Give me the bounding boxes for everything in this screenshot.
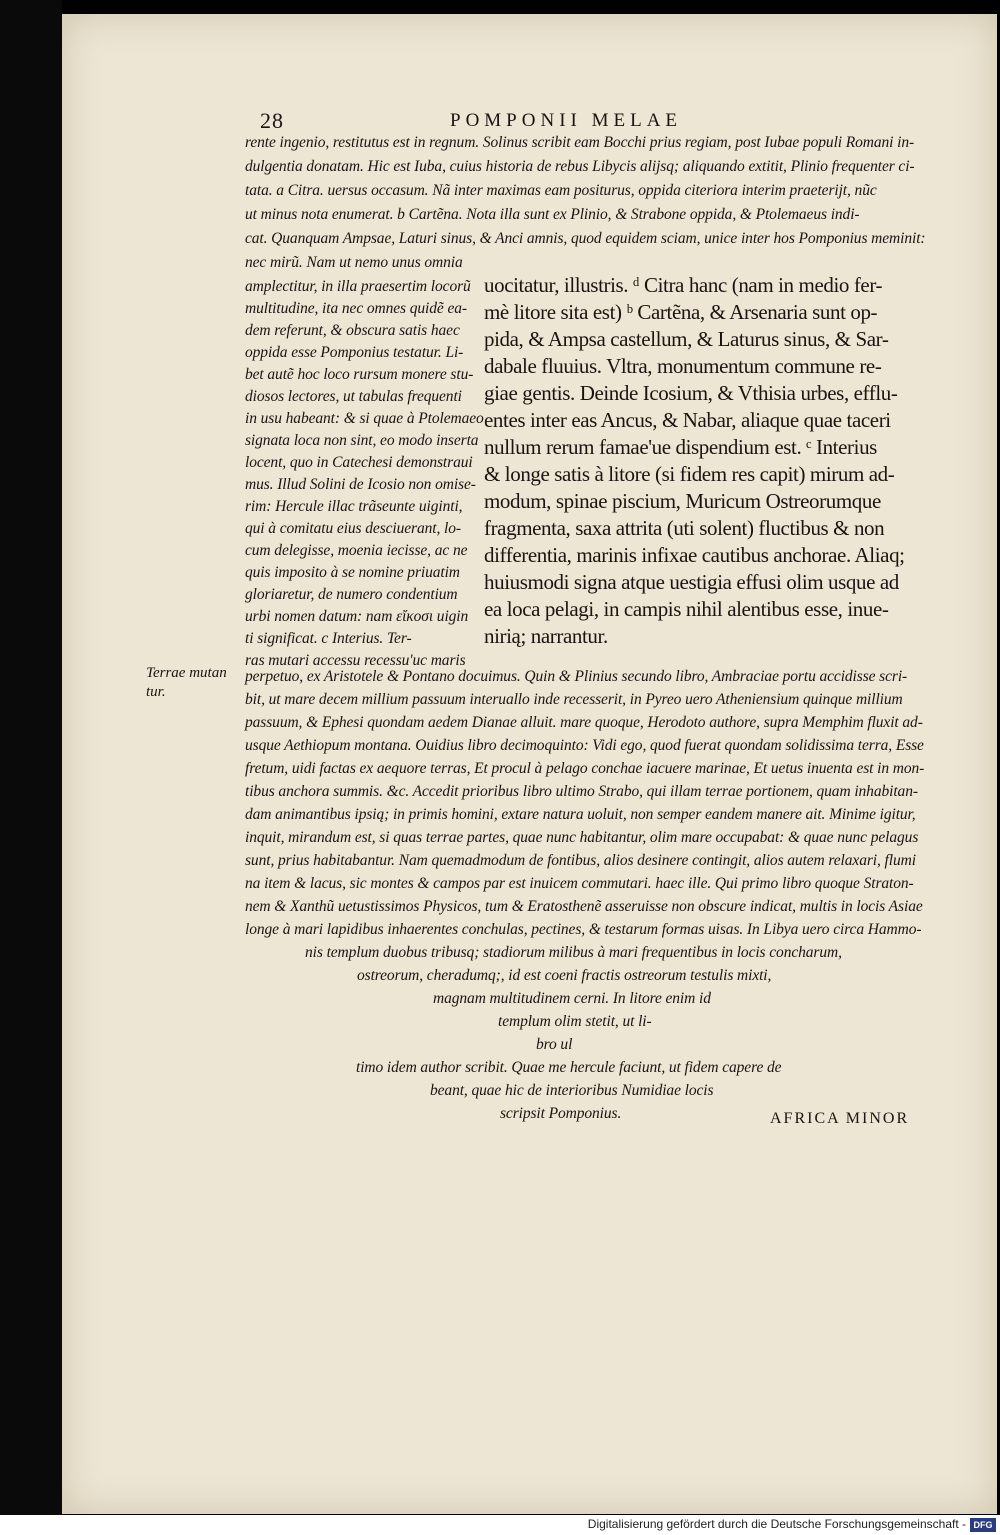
catchword: AFRICA MINOR (770, 1110, 910, 1127)
commentary-line: urbi nomen datum: nam εἴκοσι uigin (245, 608, 469, 625)
text-line: fragmenta, saxa attrita (uti solent) fluctibus & non (484, 516, 885, 540)
text-line: giae gentis. Deinde Icosium, & Vthisia urbes, efflu- (484, 381, 898, 405)
text-line: pida, & Ampsa castellum, & Laturus sinus, & Sar- (484, 327, 889, 351)
commentary-line: multitudine, ita nec omnes quidẽ ea- (245, 300, 467, 317)
commentary-line: beant, quae hic de interioribus Numidiae locis (430, 1082, 714, 1099)
commentary-line: locent, quo in Catechesi demonstraui (245, 454, 473, 471)
commentary-line: bet autẽ hoc loco rursum monere stu- (245, 366, 474, 383)
page-number: 28 (260, 108, 284, 133)
text-line: differentia, marinis infixae cautibus anchorae. Aliaq; (484, 543, 905, 567)
commentary-line: quis imposito à se nomine priuatim (245, 564, 460, 581)
text-line: modum, spinae piscium, Muricum Ostreorumque (484, 489, 881, 513)
commentary-line: sunt, prius habitabantur. Nam quemadmodum de fontibus, alios desinere contingit, alios autem relaxari, flumi (245, 852, 916, 869)
text-line: entes inter eas Ancus, & Nabar, aliaque quae taceri (484, 408, 891, 432)
digitization-footer (0, 1515, 1000, 1535)
commentary-line: tata. a Citra. uersus occasum. Nã inter maximas eam positurus, oppida citeriora interim praeterijt, nũc (245, 182, 877, 199)
commentary-line: in usu habeant: & si quae à Ptolemaeo (245, 410, 484, 427)
commentary-line: na item & lacus, sic montes & campos par est inuicem commutari. haec ille. Qui primo libro quoque Straton- (245, 875, 914, 892)
commentary-line: timo idem author scribit. Quae me hercule faciunt, ut fidem capere de (356, 1059, 782, 1076)
commentary-line: passuum, & Ephesi quondam aedem Dianae alluit. mare quoque, Herodoto authore, supra Memphim fluxit ad- (245, 714, 923, 731)
commentary-line: bit, ut mare decem millium passuum interuallo inde recesserit, in Pyreo uero Atheniensium quinque millium (245, 691, 903, 708)
commentary-line: rente ingenio, restitutus est in regnum. Solinus scribit eam Bocchi prius regiam, post Iubae populi Romani in- (245, 134, 915, 151)
text-line: nullum rerum famae'ue dispendium est. ᶜ Interius (484, 435, 877, 459)
commentary-line: nem & Xanthũ uetustissimos Physicos, tum & Eratosthenẽ asseruisse non obscure indicat, multis in locis Asiae (245, 898, 923, 915)
commentary-line: ti significat. c Interius. Ter- (245, 630, 412, 647)
commentary-line: dem referunt, & obscura satis haec (245, 322, 460, 339)
commentary-line: inquit, mirandum est, si quas terrae partes, quae nunc habitantur, olim mare occupabat: & quae nunc pelagus (245, 829, 919, 846)
running-title: POMPONII MELAE (450, 110, 683, 131)
commentary-line: gloriaretur, de numero condentium (245, 586, 458, 603)
commentary-line: perpetuo, ex Aristotele & Pontano docuimus. Quin & Plinius secundo libro, Ambraciae portu accidisse scri- (245, 668, 908, 685)
commentary-line: oppida esse Pomponius testatur. Li- (245, 344, 464, 361)
marginal-note (146, 664, 227, 702)
text-line: uocitatur, illustris. ᵈ Citra hanc (nam in medio fer- (484, 273, 883, 297)
commentary-line: dam animantibus ipsią; in primis homini, extare natura uoluit, non semper eandem manere ait. Minime igitur, (245, 806, 916, 823)
commentary-line: nis templum duobus tribusq; stadiorum milibus à mari frequentibus in locis concharum, (305, 944, 842, 961)
text-line: huiusmodi signa atque uestigia effusi olim usque ad (484, 570, 899, 594)
commentary-line: ut minus nota enumerat. b Cartẽna. Nota illa sunt ex Plinio, & Strabone oppida, & Ptolemaeus indi- (245, 206, 860, 223)
commentary-line: signata loca non sint, eo modo inserta (245, 432, 479, 449)
commentary-line: ras mutari accessu recessu'uc maris (245, 652, 466, 669)
commentary-line: qui à comitatu eius desciuerant, lo- (245, 520, 461, 537)
commentary-line: rim: Hercule illac trãseunte uiginti, (245, 498, 463, 515)
text-line: nirią; narrantur. (484, 624, 608, 648)
commentary-line: dulgentia donatam. Hic est Iuba, cuius historia de rebus Libycis alijsq; aliquando extitit, Plinio frequenter ci- (245, 158, 915, 175)
commentary-line: diosos lectores, ut tabulas frequenti (245, 388, 462, 405)
commentary-line: scripsit Pomponius. (500, 1105, 622, 1122)
commentary-line: ostreorum, cheradumq;, id est coeni fractis ostreorum testulis mixti, (357, 967, 772, 984)
commentary-line: amplectitur, in illa praesertim locorũ (245, 278, 471, 295)
commentary-line: magnam multitudinem cerni. In litore enim id (433, 990, 711, 1007)
marginal-note-line: tur. (146, 684, 166, 700)
marginal-note-line: Terrae mutan (146, 665, 227, 681)
commentary-line: cat. Quanquam Ampsae, Laturi sinus, & Anci amnis, quod equidem sciam, unice inter hos Pomponius meminit: (245, 230, 926, 247)
commentary-line: cum delegisse, moenia iecisse, ac ne (245, 542, 468, 559)
commentary-line: usque Aethiopum montana. Ouidius libro decimoquinto: Vidi ego, quod fuerat quondam solidissima terra, Esse (245, 737, 924, 754)
text-line: mè litore sita est) ᵇ Cartẽna, & Arsenaria sunt op- (484, 300, 878, 324)
scan-border (0, 0, 62, 1515)
commentary-line: mus. Illud Solini de Icosio non omise- (245, 476, 476, 493)
commentary-line: longe à mari lapidibus inhaerentes conchulas, pectines, & testarum formas uisas. In Libya uero circa Hammo- (245, 921, 922, 938)
footer-credit: Digitalisierung gefördert durch die Deutsche Forschungsgemeinschaft - (587, 1517, 966, 1531)
commentary-line: fretum, uidi factas ex aequore terras, Et procul à pelago conchae iacuere marinae, Et uetus inuenta est in mon- (245, 760, 925, 777)
dfg-logo: DFG (970, 1518, 996, 1532)
text-line: ea loca pelagi, in campis nihil alentibus esse, inue- (484, 597, 889, 621)
commentary-line: templum olim stetit, ut li- (498, 1013, 652, 1030)
commentary-line: bro ul (536, 1036, 573, 1053)
book-page (62, 14, 997, 1514)
text-line: & longe satis à litore (si fidem res capit) mirum ad- (484, 462, 895, 486)
text-line: dabale fluuius. Vltra, monumentum commune re- (484, 354, 882, 378)
commentary-line: nec mirũ. Nam ut nemo unus omnia (245, 254, 463, 271)
commentary-line: tibus anchora summis. &c. Accedit prioribus libro ultimo Strabo, qui illam terrae portionem, quam inhabitan- (245, 783, 918, 800)
